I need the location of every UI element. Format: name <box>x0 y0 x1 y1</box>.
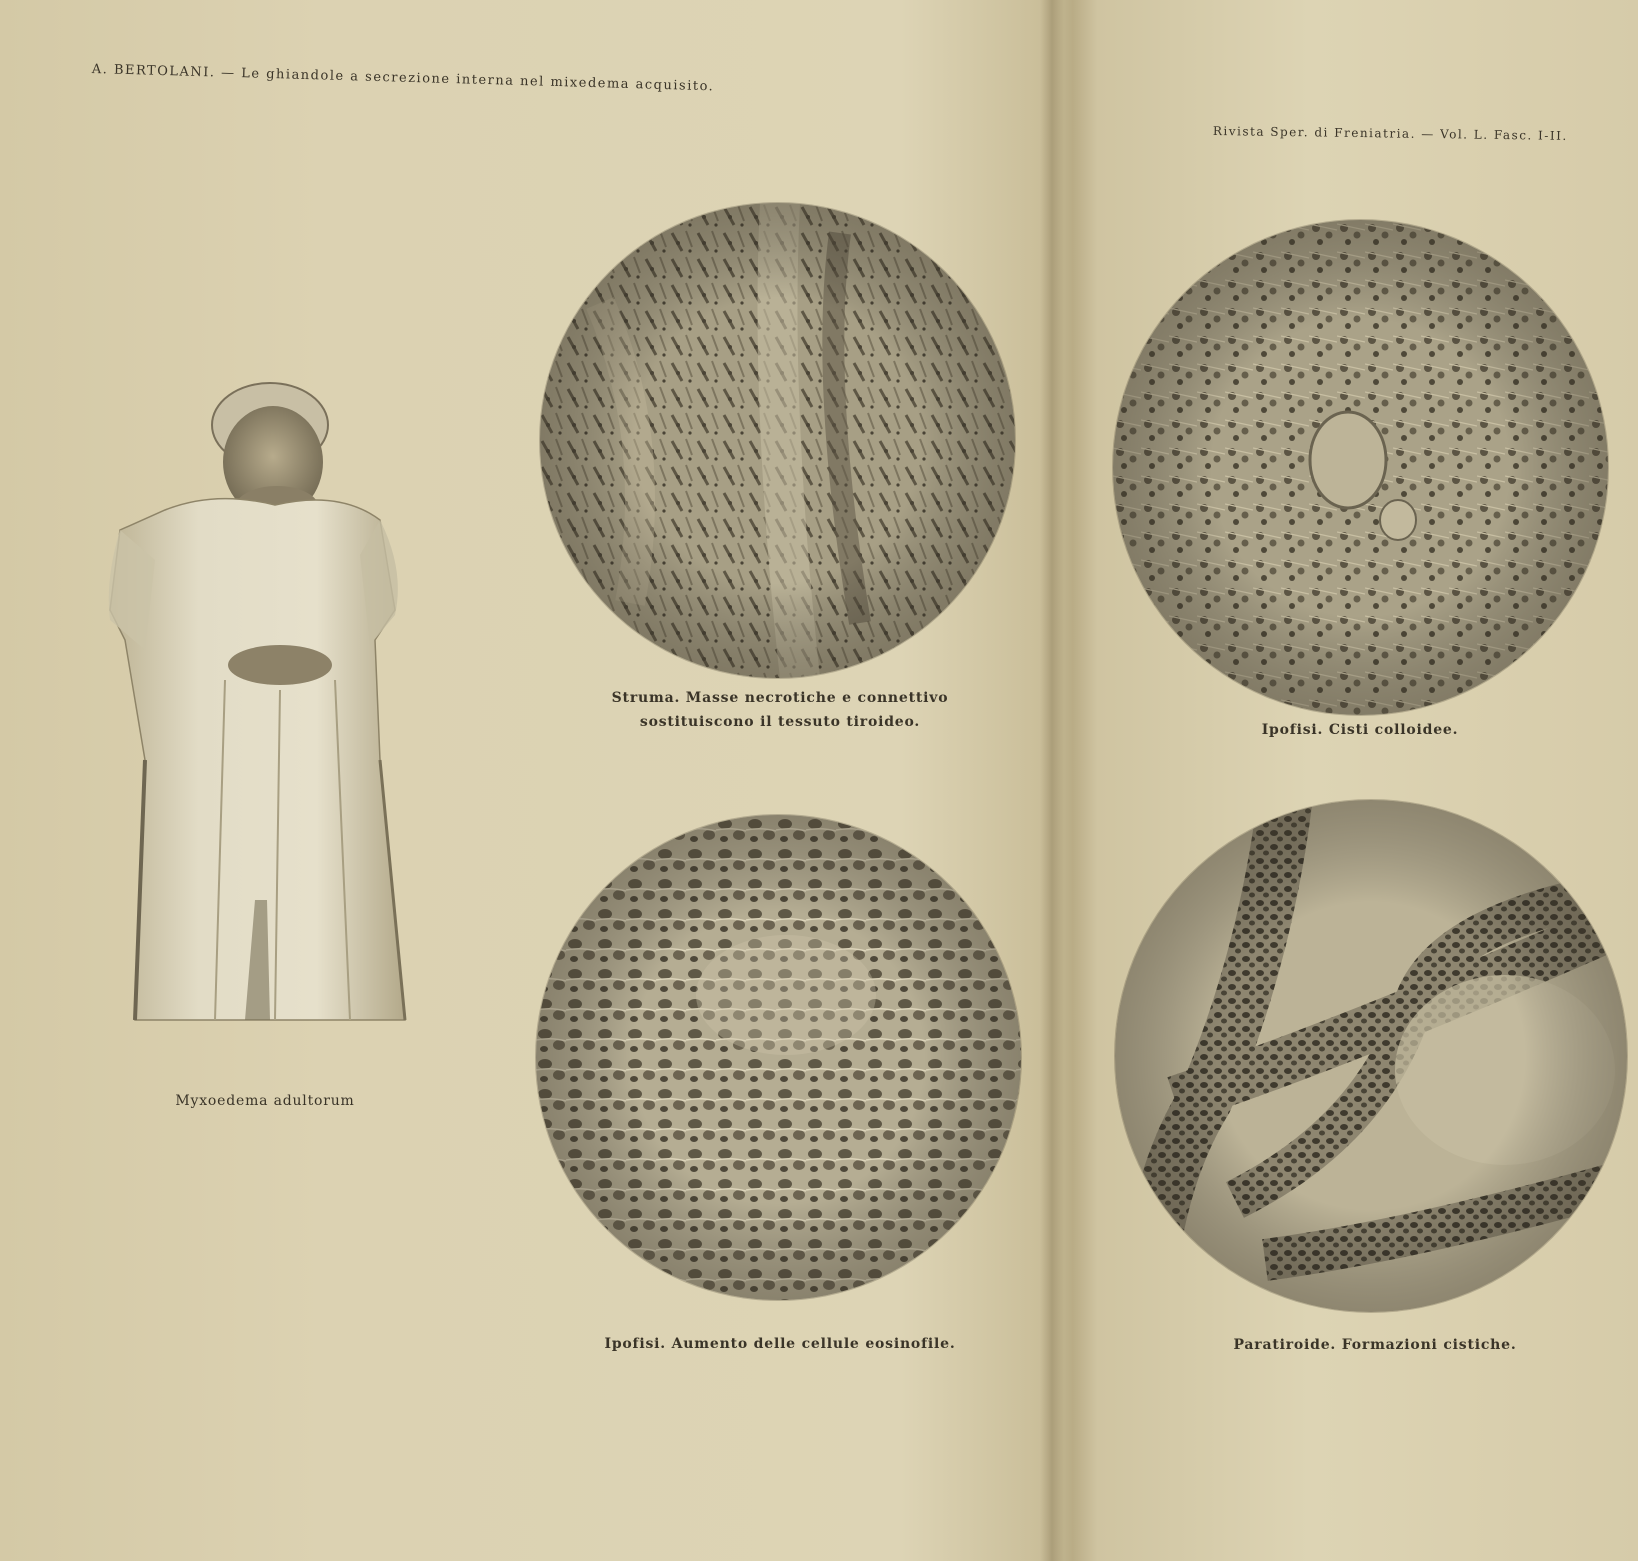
running-head-left: A. BERTOLANI. — Le ghiandole a secrezione interna nel mixedema acquisito. <box>91 62 715 95</box>
caption-ipofisi-eosinofile: Ipofisi. Aumento delle cellule eosinofile. <box>604 1336 956 1352</box>
caption-struma-line2: sostituiscono il tessuto tiroideo. <box>639 714 921 730</box>
caption-struma-line1: Struma. Masse necrotiche e connettivo <box>611 690 949 706</box>
book-gutter <box>1040 0 1064 1561</box>
running-head-right: Rivista Sper. di Freniatria. — Vol. L. Fasc. I-II. <box>1212 124 1568 143</box>
micrograph-ipofisi-cisti <box>1113 220 1608 715</box>
micrograph-ipofisi-eosinofile <box>536 815 1021 1300</box>
micrograph-struma <box>540 203 1015 678</box>
caption-ipofisi-cisti: Ipofisi. Cisti colloidee. <box>1261 722 1459 738</box>
portrait-figure <box>105 380 425 1060</box>
micrograph-paratiroide <box>1115 800 1627 1312</box>
caption-portrait: Myxoedema adultorum <box>175 1093 355 1109</box>
caption-paratiroide: Paratiroide. Formazioni cistiche. <box>1233 1337 1517 1353</box>
